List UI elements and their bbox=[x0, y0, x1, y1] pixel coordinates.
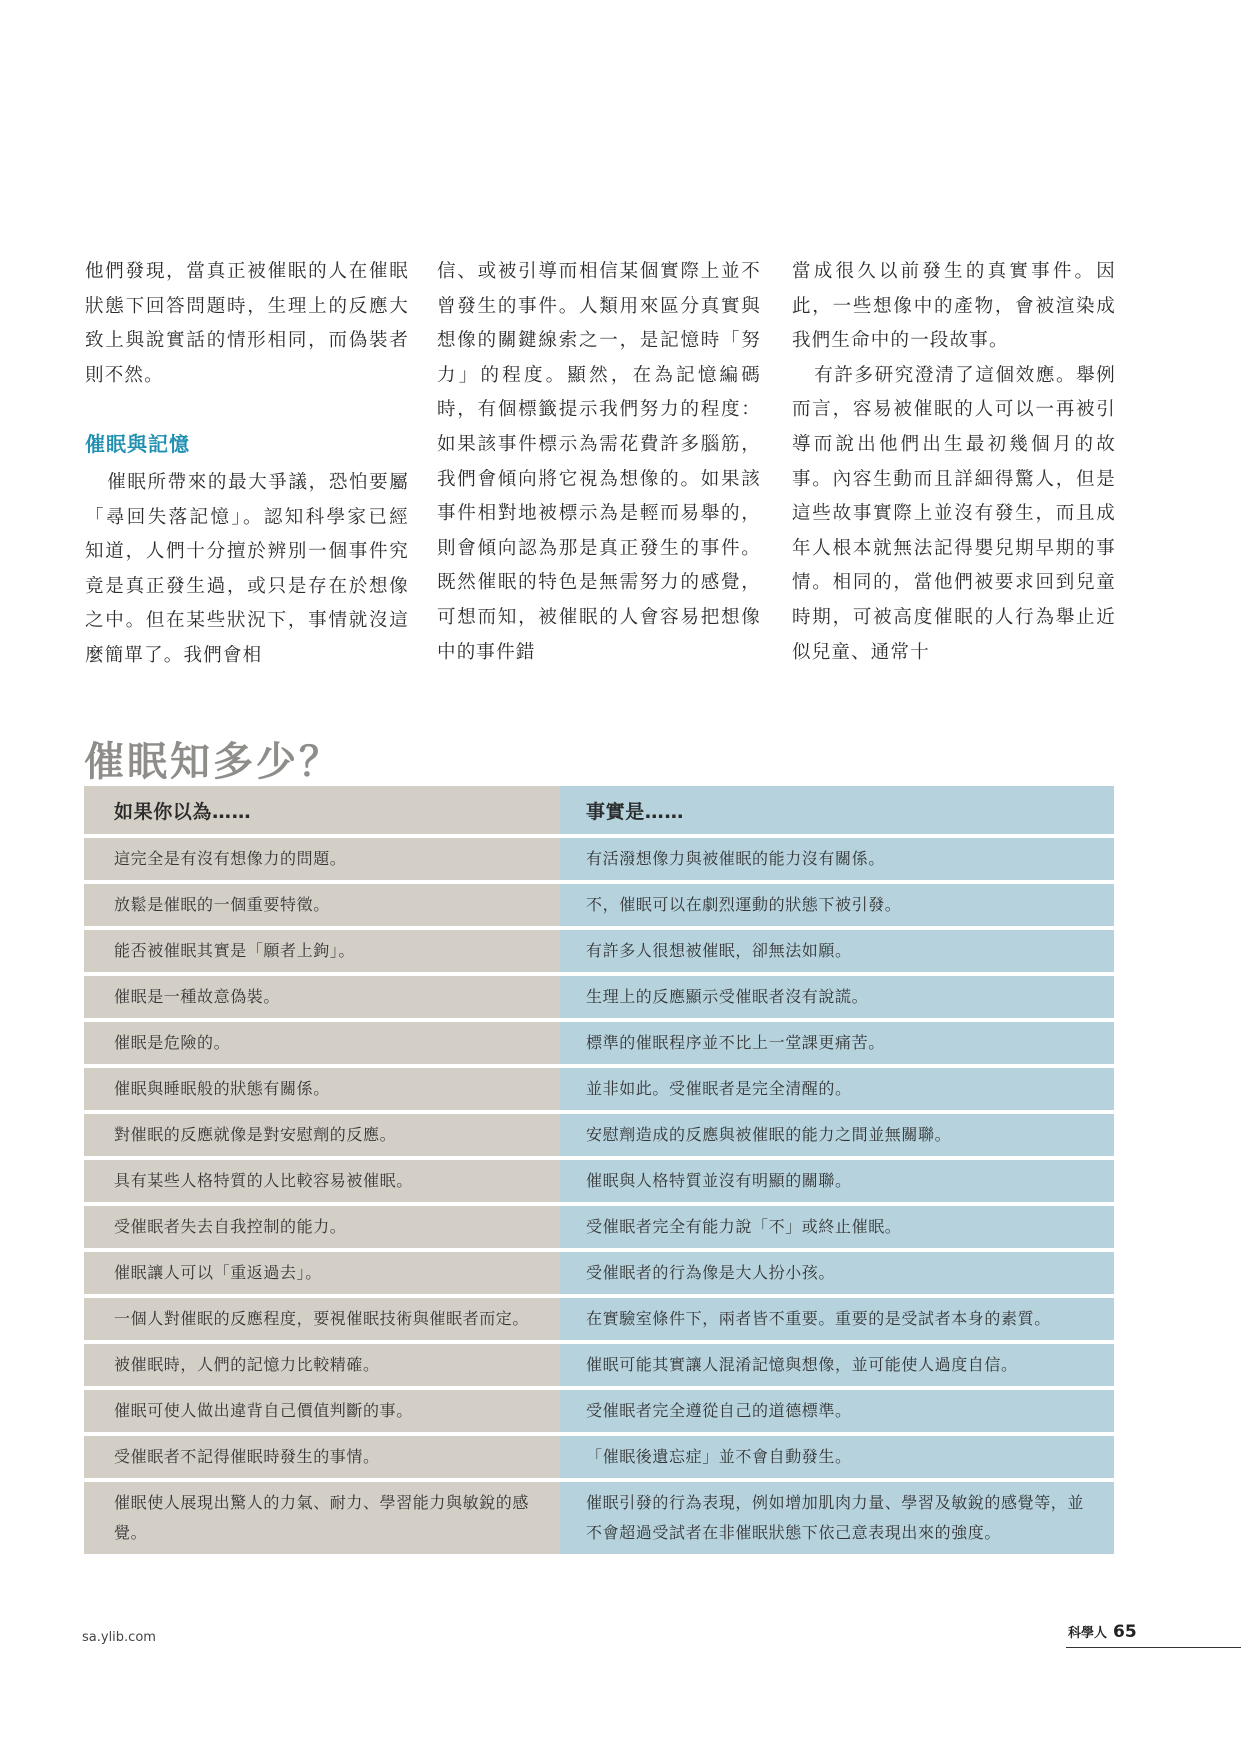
section-subheading: 催眠與記憶 bbox=[85, 432, 190, 457]
table-row bbox=[84, 1022, 1114, 1064]
box-title: 催眠知多少？ bbox=[84, 739, 342, 785]
myth-cell: 能否被催眠其實是「願者上鉤」。 bbox=[84, 930, 560, 972]
fact-cell: 標準的催眠程序並不比上一堂課更痛苦。 bbox=[560, 1022, 1114, 1064]
fact-cell: 受催眠者完全遵從自己的道德標準。 bbox=[560, 1390, 1114, 1432]
page-number: 65 bbox=[1113, 1622, 1137, 1642]
fact-cell: 有活潑想像力與被催眠的能力沒有關係。 bbox=[560, 838, 1114, 880]
myth-cell: 催眠可使人做出違背自己價值判斷的事。 bbox=[84, 1390, 560, 1432]
fact-cell: 在實驗室條件下，兩者皆不重要。重要的是受試者本身的素質。 bbox=[560, 1298, 1114, 1340]
magazine-name: 科學人 bbox=[1068, 1626, 1108, 1641]
fact-cell: 有許多人很想被催眠，卻無法如願。 bbox=[560, 930, 1114, 972]
header-myth: 如果你以為…… bbox=[84, 786, 560, 834]
myth-cell: 放鬆是催眠的一個重要特徵。 bbox=[84, 884, 560, 926]
myth-cell: 對催眠的反應就像是對安慰劑的反應。 bbox=[84, 1114, 560, 1156]
table-header-row bbox=[84, 786, 1114, 834]
table-row bbox=[84, 1160, 1114, 1202]
article-column-3 bbox=[792, 255, 1116, 670]
fact-cell: 並非如此。受催眠者是完全清醒的。 bbox=[560, 1068, 1114, 1110]
myth-cell: 催眠是危險的。 bbox=[84, 1022, 560, 1064]
myth-cell: 催眠使人展現出驚人的力氣、耐力、學習能力與敏銳的感覺。 bbox=[84, 1482, 560, 1554]
table-row bbox=[84, 1114, 1114, 1156]
table-row bbox=[84, 1390, 1114, 1432]
article-column-2 bbox=[437, 255, 761, 670]
myth-cell: 具有某些人格特質的人比較容易被催眠。 bbox=[84, 1160, 560, 1202]
myth-fact-table bbox=[84, 782, 1114, 1558]
article-column-1 bbox=[85, 255, 409, 674]
article-paragraph: 信、或被引導而相信某個實際上並不曾發生的事件。人類用來區分真實與想像的關鍵線索之一，是記憶時「努力」的程度。顯然，在為記憶編碼時，有個標籤提示我們努力的程度：如果該事件標示為需花費許多腦筋，我們會傾向將它視為想像的。如果該事件相對地被標示為是輕而易舉的，則會傾向認為那是真正發生的事件。既然催眠的特色是無需努力的感覺，可想而知，被催眠的人會容易把想像中的事件錯 bbox=[437, 261, 761, 663]
header-fact: 事實是…… bbox=[560, 786, 1114, 834]
table-row bbox=[84, 1068, 1114, 1110]
table-body bbox=[84, 838, 1114, 1554]
footer-folio bbox=[1068, 1622, 1137, 1642]
table-row bbox=[84, 930, 1114, 972]
table-row bbox=[84, 976, 1114, 1018]
myth-cell: 被催眠時，人們的記憶力比較精確。 bbox=[84, 1344, 560, 1386]
fact-cell: 受催眠者完全有能力說「不」或終止催眠。 bbox=[560, 1206, 1114, 1248]
table-row bbox=[84, 1206, 1114, 1248]
article-paragraph: 催眠所帶來的最大爭議，恐怕要屬「尋回失落記憶」。認知科學家已經知道，人們十分擅於辨別一個事件究竟是真正發生過，或只是存在於想像之中。但在某些狀況下，事情就沒這麼簡單了。我們會相 bbox=[85, 471, 409, 666]
fact-cell: 受催眠者的行為像是大人扮小孩。 bbox=[560, 1252, 1114, 1294]
myth-cell: 受催眠者失去自我控制的能力。 bbox=[84, 1206, 560, 1248]
myth-cell: 這完全是有沒有想像力的問題。 bbox=[84, 838, 560, 880]
footer-rule bbox=[1066, 1647, 1241, 1648]
article-paragraph: 有許多研究澄清了這個效應。舉例而言，容易被催眠的人可以一再被引導而說出他們出生最初幾個月的故事。內容生動而且詳細得驚人，但是這些故事實際上並沒有發生，而且成年人根本就無法記得嬰兒期早期的事情。相同的，當他們被要求回到兒童時期，可被高度催眠的人行為舉止近似兒童、通常十 bbox=[792, 364, 1116, 663]
fact-cell: 催眠引發的行為表現，例如增加肌肉力量、學習及敏銳的感覺等，並不會超過受試者在非催眠狀態下依己意表現出來的強度。 bbox=[560, 1482, 1114, 1554]
table-row bbox=[84, 1344, 1114, 1386]
fact-cell: 不，催眠可以在劇烈運動的狀態下被引發。 bbox=[560, 884, 1114, 926]
table-row bbox=[84, 838, 1114, 880]
myth-cell: 受催眠者不記得催眠時發生的事情。 bbox=[84, 1436, 560, 1478]
table-row bbox=[84, 1252, 1114, 1294]
table-row bbox=[84, 884, 1114, 926]
footer-website: sa.ylib.com bbox=[82, 1630, 156, 1645]
fact-cell: 「催眠後遺忘症」並不會自動發生。 bbox=[560, 1436, 1114, 1478]
table-row bbox=[84, 1298, 1114, 1340]
myth-cell: 催眠與睡眠般的狀態有關係。 bbox=[84, 1068, 560, 1110]
myth-cell: 催眠是一種故意偽裝。 bbox=[84, 976, 560, 1018]
fact-cell: 生理上的反應顯示受催眠者沒有說謊。 bbox=[560, 976, 1114, 1018]
article-paragraph: 當成很久以前發生的真實事件。因此，一些想像中的產物，會被渲染成我們生命中的一段故事。 bbox=[792, 261, 1116, 352]
table-row bbox=[84, 1436, 1114, 1478]
fact-cell: 催眠可能其實讓人混淆記憶與想像，並可能使人過度自信。 bbox=[560, 1344, 1114, 1386]
article-paragraph: 他們發現，當真正被催眠的人在催眠狀態下回答問題時，生理上的反應大致上與說實話的情形相同，而偽裝者則不然。 bbox=[85, 261, 409, 386]
table-row bbox=[84, 1482, 1114, 1554]
myth-cell: 一個人對催眠的反應程度，要視催眠技術與催眠者而定。 bbox=[84, 1298, 560, 1340]
fact-cell: 催眠與人格特質並沒有明顯的關聯。 bbox=[560, 1160, 1114, 1202]
fact-cell: 安慰劑造成的反應與被催眠的能力之間並無關聯。 bbox=[560, 1114, 1114, 1156]
myth-cell: 催眠讓人可以「重返過去」。 bbox=[84, 1252, 560, 1294]
